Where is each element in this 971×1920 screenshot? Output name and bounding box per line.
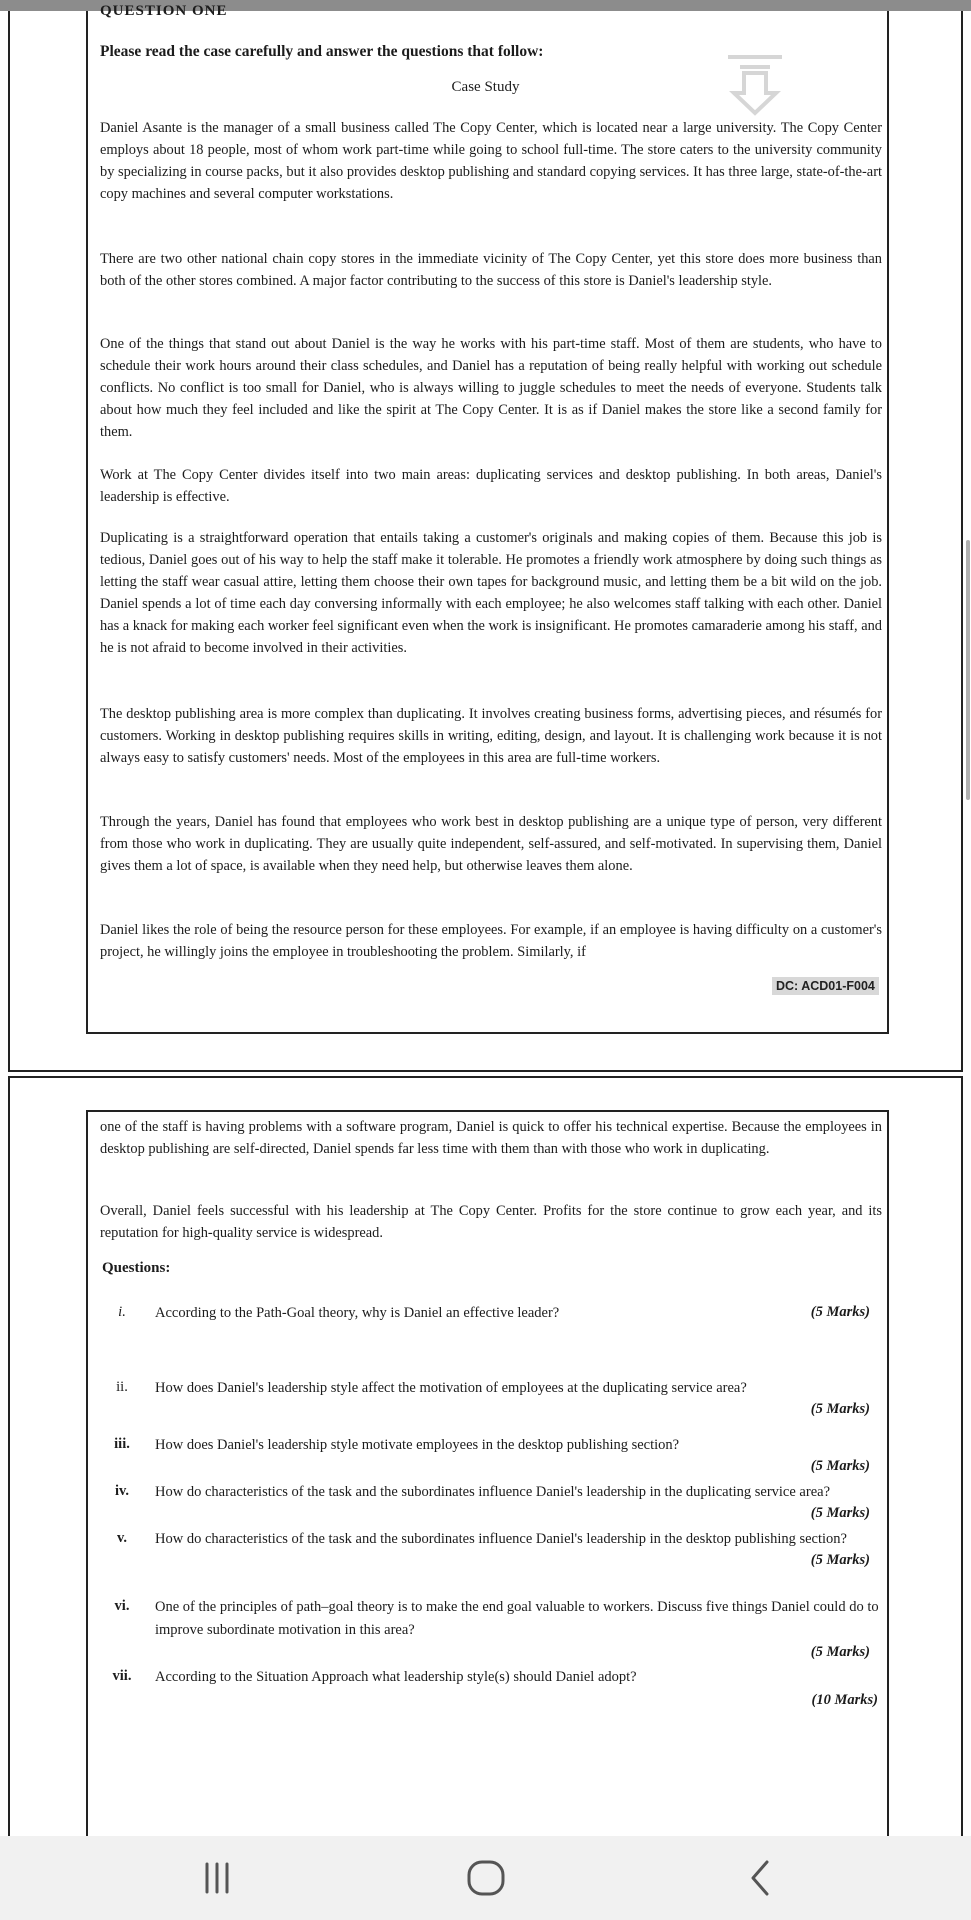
- home-icon[interactable]: [441, 1836, 531, 1920]
- case-study-title: Case Study: [451, 79, 520, 95]
- scrollbar-thumb[interactable]: [966, 540, 970, 800]
- question-number: ii.: [116, 1379, 128, 1395]
- question-text: According to the Path-Goal theory, why is Daniel an effective leader?: [155, 1305, 560, 1321]
- question-number: iv.: [114, 1483, 130, 1499]
- question-text: According to the Situation Approach what leadership style(s) should Daniel adopt?: [155, 1669, 637, 1685]
- question-number: v.: [116, 1530, 128, 1546]
- question-marks: (5 Marks): [810, 1458, 870, 1474]
- question-marks: (5 Marks): [810, 1401, 870, 1417]
- question-text: How does Daniel's leadership style motivate employees in the desktop publishing section?: [155, 1437, 680, 1453]
- question-number: i.: [118, 1304, 126, 1320]
- paragraph: Overall, Daniel feels successful with his leadership at The Copy Center. Profits for the store continue to grow each year, and its reputation for high-quality service is widespread.: [100, 1203, 882, 1241]
- question-marks: (5 Marks): [810, 1644, 870, 1660]
- question-marks: (5 Marks): [810, 1505, 870, 1521]
- question-text: One of the principles of path–goal theory is to make the end goal valuable to workers. Discuss five things Daniel could do to improve subordinate motivation in this area?: [155, 1599, 879, 1638]
- paragraph: There are two other national chain copy stores in the immediate vicinity of The Copy Center, yet this store does more business than both of the other stores combined. A major factor contributing to the success of this store is Daniel's leadership style.: [100, 251, 882, 289]
- question-heading: QUESTION ONE: [100, 3, 228, 19]
- question-number: vii.: [112, 1668, 132, 1684]
- back-icon[interactable]: [716, 1836, 806, 1920]
- document-code-badge: DC: ACD01-F004: [772, 977, 879, 995]
- paragraph: Work at The Copy Center divides itself into two main areas: duplicating services and desktop publishing. In both areas, Daniel's leadership is effective.: [100, 467, 882, 505]
- paragraph: Daniel Asante is the manager of a small business called The Copy Center, which is located near a large university. The Copy Center employs about 18 people, most of whom work part-time while going to school full-time. The store caters to the university community by specializing in course packs, but it also provides desktop publishing and standard copying services. It has three large, state-of-the-art copy machines and several computer workstations.: [100, 120, 882, 202]
- question-marks: (5 Marks): [810, 1552, 870, 1568]
- paragraph: Daniel likes the role of being the resource person for these employees. For example, if an employee is having difficulty on a customer's project, he willingly joins the employee in troubleshooting the problem. Similarly, if: [100, 922, 882, 960]
- paragraph: one of the staff is having problems with a software program, Daniel is quick to offer his technical expertise. Because the employees in desktop publishing are self-directed, Daniel spends far less time with them than with those who work in duplicating.: [100, 1119, 882, 1157]
- paragraph: The desktop publishing area is more complex than duplicating. It involves creating business forms, advertising pieces, and résumés for customers. Working in desktop publishing requires skills in writing, editing, design, and layout. It is challenging work because it is not always easy to satisfy customers' needs. Most of the employees in this area are full-time workers.: [100, 706, 882, 766]
- question-text: How do characteristics of the task and the subordinates influence Daniel's leadership in the duplicating service area?: [155, 1484, 831, 1500]
- instruction-text: Please read the case carefully and answer the questions that follow:: [100, 43, 544, 60]
- navigation-bar: [0, 1836, 971, 1920]
- questions-heading: Questions:: [102, 1260, 171, 1276]
- paragraph: One of the things that stand out about Daniel is the way he works with his part-time staff. Most of them are students, who have to schedule their work hours around their class schedules, and Daniel has a reputation of being really helpful with working out schedule conflicts. No conflict is too small for Daniel, who is always willing to juggle schedules to meet the needs of everyone. Students talk about how much they feel included and like the spirit at The Copy Center. It is as if Daniel makes the store like a second family for them.: [100, 336, 882, 440]
- question-number: vi.: [114, 1598, 130, 1614]
- question-text: How do characteristics of the task and the subordinates influence Daniel's leadership in the desktop publishing section?: [155, 1531, 847, 1547]
- question-text: How does Daniel's leadership style affect the motivation of employees at the duplicating service area?: [155, 1380, 747, 1396]
- question-marks: (5 Marks): [810, 1304, 870, 1320]
- paragraph: Through the years, Daniel has found that employees who work best in desktop publishing are a unique type of person, very different from those who work in duplicating. They are usually quite independent, self-assured, and self-motivated. In supervising them, Daniel gives them a lot of space, is available when they need help, but otherwise leaves them alone.: [100, 814, 882, 874]
- document-page-1: [8, 3, 963, 1072]
- document-page-2: [8, 1076, 963, 1838]
- paragraph: Duplicating is a straightforward operation that entails taking a customer's originals and making copies of them. Because this job is tedious, Daniel goes out of his way to help the staff make it tolerable. He promotes a friendly work atmosphere by doing such things as letting the staff wear casual attire, letting them choose their own tapes for background music, and letting them be a bit wild on the job. Daniel spends a lot of time each day conversing informally with each employee; he also welcomes staff talking with each other. Daniel has a knack for making each worker feel significant even when the work is insignificant. He promotes camaraderie among his staff, and he is not afraid to become involved in their activities.: [100, 530, 882, 656]
- watermark-icon: [710, 49, 800, 119]
- question-marks: (10 Marks): [811, 1692, 878, 1708]
- question-number: iii.: [114, 1436, 130, 1452]
- recent-apps-icon[interactable]: [172, 1836, 262, 1920]
